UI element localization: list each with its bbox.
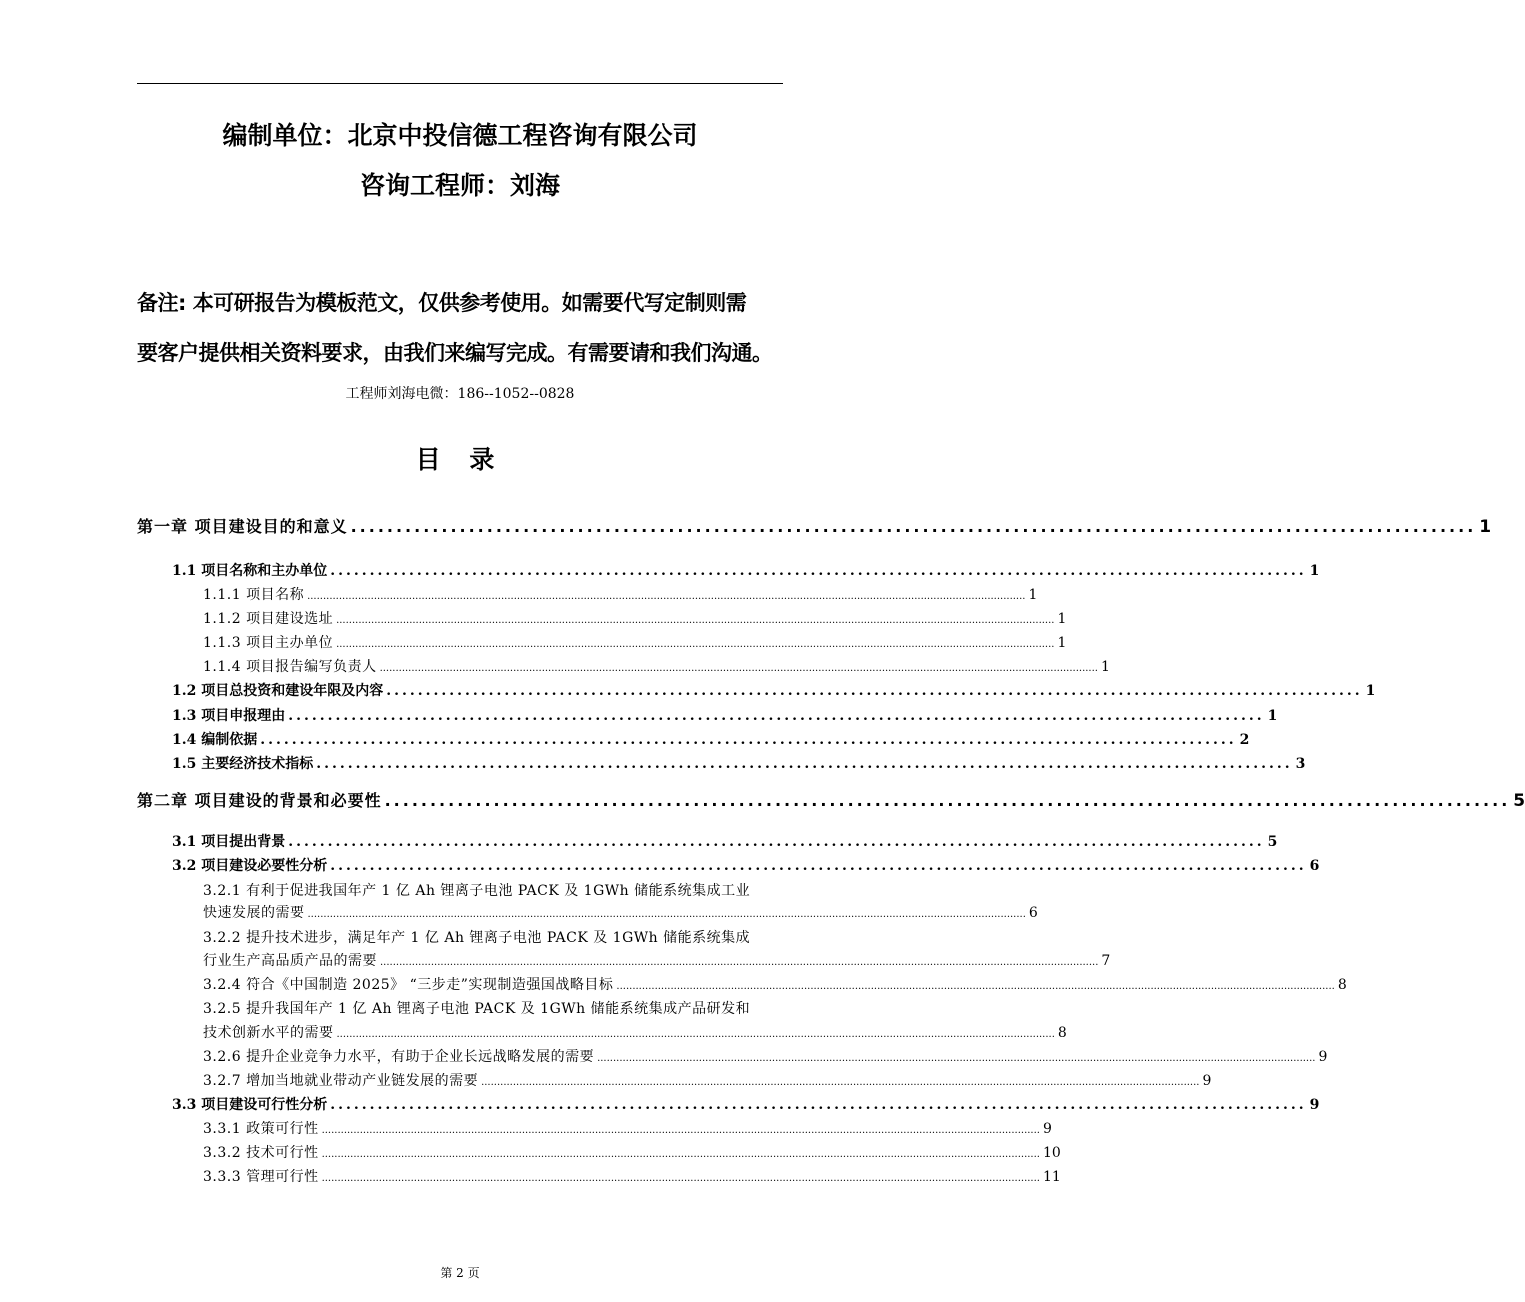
- toc-entry-page: 1: [1057, 611, 1067, 627]
- toc-leader: ..................................................................................................................................................................................................................................: [481, 1077, 1200, 1088]
- toc-entry-page: 10: [1042, 1145, 1061, 1161]
- toc-entry-title: 1.1 项目名称和主办单位: [172, 563, 328, 579]
- toc-entry-title: 1.1.2 项目建设选址: [203, 611, 334, 627]
- toc-entry-title: 3.2.7 增加当地就业带动产业链发展的需要: [203, 1073, 479, 1089]
- toc-entry-chapter-1[interactable]: [137, 514, 1492, 537]
- toc-leader: ..................................................................................................................................................................................................................................: [321, 1125, 1040, 1136]
- consulting-engineer: 咨询工程师：刘海: [359, 171, 560, 200]
- toc-leader: ..................................................................................................................................................................................................................................: [597, 1053, 1316, 1064]
- toc-entry-title: 3.3.2 技术可行性: [203, 1145, 319, 1161]
- toc-leader: ............................................................................................................................: [384, 791, 1511, 810]
- toc-leader: ............................................................................................................................: [260, 732, 1237, 748]
- toc-leader: ............................................................................................................................: [386, 683, 1363, 699]
- toc-entry-title: 1.2 项目总投资和建设年限及内容: [172, 683, 384, 699]
- toc-entry-3-2-5[interactable]: [203, 1022, 1067, 1042]
- toc-entry-1-1-1[interactable]: [203, 584, 1038, 604]
- toc-entry-page: 1: [1100, 659, 1110, 675]
- toc-leader: ..................................................................................................................................................................................................................................: [336, 1029, 1055, 1040]
- toc-entry-title: 3.3 项目建设可行性分析: [172, 1097, 328, 1113]
- toc-entry-title: 3.3.1 政策可行性: [203, 1121, 319, 1137]
- toc-leader: ............................................................................................................................: [350, 517, 1477, 536]
- toc-entry-page: 11: [1042, 1169, 1061, 1185]
- toc-leader: ..................................................................................................................................................................................................................................: [336, 639, 1055, 650]
- toc-entry-page: 3: [1295, 756, 1306, 772]
- toc-entry-page: 1: [1365, 683, 1376, 699]
- toc-leader: ..................................................................................................................................................................................................................................: [380, 957, 1099, 968]
- toc-entry-1-1-2[interactable]: [203, 608, 1067, 628]
- toc-leader: ............................................................................................................................: [330, 1097, 1307, 1113]
- toc-leader: ..................................................................................................................................................................................................................................: [307, 909, 1026, 920]
- toc-entry-title: 3.2.4 符合《中国制造 2025》 “三步走”实现制造强国战略目标: [203, 977, 614, 993]
- page-number-footer: 第 2 页: [440, 1266, 480, 1280]
- toc-leader: ............................................................................................................................: [288, 834, 1265, 850]
- toc-entry-page: 9: [1309, 1097, 1320, 1113]
- toc-leader: ............................................................................................................................: [330, 858, 1307, 874]
- toc-entry-page: 1: [1028, 587, 1038, 603]
- toc-leader: ............................................................................................................................: [330, 563, 1307, 579]
- toc-entry-1-1-4[interactable]: [203, 656, 1110, 676]
- toc-entry-chapter-2[interactable]: [137, 788, 1525, 811]
- toc-entry-3-2[interactable]: [172, 855, 1320, 875]
- toc-leader: ..................................................................................................................................................................................................................................: [336, 615, 1055, 626]
- compiling-organization: 编制单位：北京中投信德工程咨询有限公司: [222, 121, 698, 150]
- toc-entry-title: 快速发展的需要: [203, 905, 305, 921]
- toc-entry-page: 6: [1028, 905, 1038, 921]
- toc-entry-3-2-6[interactable]: [203, 1046, 1328, 1066]
- toc-entry-title: 1.3 项目申报理由: [172, 708, 286, 724]
- toc-entry-1-1[interactable]: [172, 560, 1320, 580]
- toc-entry-title: 3.1 项目提出背景: [172, 834, 286, 850]
- toc-entry-3-2-1[interactable]: [203, 902, 1038, 922]
- top-rule: [137, 83, 783, 84]
- toc-entry-page: 8: [1057, 1025, 1067, 1041]
- remark-line-1: 备注: 本可研报告为模板范文，仅供参考使用。如需要代写定制则需: [137, 291, 747, 315]
- toc-entry-1-4[interactable]: [172, 729, 1250, 749]
- toc-entry-3-3-3[interactable]: [203, 1166, 1061, 1186]
- remark-line-2: 要客户提供相关资料要求，由我们来编写完成。有需要请和我们沟通。: [137, 341, 773, 365]
- toc-entry-title: 1.5 主要经济技术指标: [172, 756, 314, 772]
- toc-entry-title: 1.1.3 项目主办单位: [203, 635, 334, 651]
- toc-leader: ..................................................................................................................................................................................................................................: [307, 591, 1026, 602]
- toc-entry-3-2-2-line1[interactable]: 3.2.2 提升技术进步，满足年产 1 亿 Ah 锂离子电池 PACK 及 1GWh 储能系统集成: [203, 930, 751, 946]
- toc-leader: ..................................................................................................................................................................................................................................: [616, 981, 1335, 992]
- toc-entry-1-2[interactable]: [172, 680, 1376, 700]
- toc-entry-page: 6: [1309, 858, 1320, 874]
- toc-entry-title: 第二章 项目建设的背景和必要性: [137, 791, 382, 810]
- toc-entry-page: 7: [1101, 953, 1111, 969]
- toc-leader: ..................................................................................................................................................................................................................................: [321, 1173, 1040, 1184]
- toc-entry-3-2-1-line1[interactable]: 3.2.1 有利于促进我国年产 1 亿 Ah 锂离子电池 PACK 及 1GWh 储能系统集成工业: [203, 883, 751, 899]
- toc-entry-page: 5: [1513, 791, 1525, 811]
- toc-entry-page: 1: [1479, 517, 1492, 537]
- toc-entry-title: 1.1.1 项目名称: [203, 587, 305, 603]
- toc-entry-title: 行业生产高品质产品的需要: [203, 953, 377, 969]
- toc-leader: ..................................................................................................................................................................................................................................: [379, 663, 1098, 674]
- toc-entry-3-1[interactable]: [172, 831, 1278, 851]
- toc-leader: ............................................................................................................................: [288, 708, 1265, 724]
- toc-entry-title: 1.4 编制依据: [172, 732, 258, 748]
- toc-entry-page: 9: [1318, 1049, 1328, 1065]
- toc-entry-3-2-2[interactable]: [203, 950, 1111, 970]
- toc-entry-page: 1: [1057, 635, 1067, 651]
- toc-entry-page: 9: [1202, 1073, 1212, 1089]
- toc-entry-3-2-5-line1[interactable]: 3.2.5 提升我国年产 1 亿 Ah 锂离子电池 PACK 及 1GWh 储能系统集成产品研发和: [203, 1001, 751, 1017]
- toc-entry-title: 技术创新水平的需要: [203, 1025, 334, 1041]
- toc-entry-page: 2: [1239, 732, 1250, 748]
- toc-leader: ............................................................................................................................: [316, 756, 1293, 772]
- toc-entry-title: 1.1.4 项目报告编写负责人: [203, 659, 377, 675]
- toc-entry-3-3-2[interactable]: [203, 1142, 1061, 1162]
- toc-leader: ..................................................................................................................................................................................................................................: [321, 1149, 1040, 1160]
- toc-entry-page: 5: [1267, 834, 1278, 850]
- toc-entry-title: 3.3.3 管理可行性: [203, 1169, 319, 1185]
- toc-title: 目 录: [415, 445, 505, 474]
- toc-entry-1-5[interactable]: [172, 753, 1306, 773]
- toc-entry-1-3[interactable]: [172, 705, 1278, 725]
- engineer-contact: 工程师刘海电微：186--1052--0828: [345, 386, 575, 402]
- toc-entry-page: 9: [1042, 1121, 1052, 1137]
- toc-entry-page: 8: [1337, 977, 1347, 993]
- toc-entry-title: 3.2 项目建设必要性分析: [172, 858, 328, 874]
- toc-entry-title: 第一章 项目建设目的和意义: [137, 517, 348, 536]
- toc-entry-page: 1: [1267, 708, 1278, 724]
- toc-entry-1-1-3[interactable]: [203, 632, 1067, 652]
- toc-entry-3-2-4[interactable]: [203, 974, 1347, 994]
- toc-entry-3-3-1[interactable]: [203, 1118, 1052, 1138]
- toc-entry-3-3[interactable]: [172, 1094, 1320, 1114]
- toc-entry-page: 1: [1309, 563, 1320, 579]
- toc-entry-title: 3.2.6 提升企业竞争力水平，有助于企业长远战略发展的需要: [203, 1049, 595, 1065]
- toc-entry-3-2-7[interactable]: [203, 1070, 1212, 1090]
